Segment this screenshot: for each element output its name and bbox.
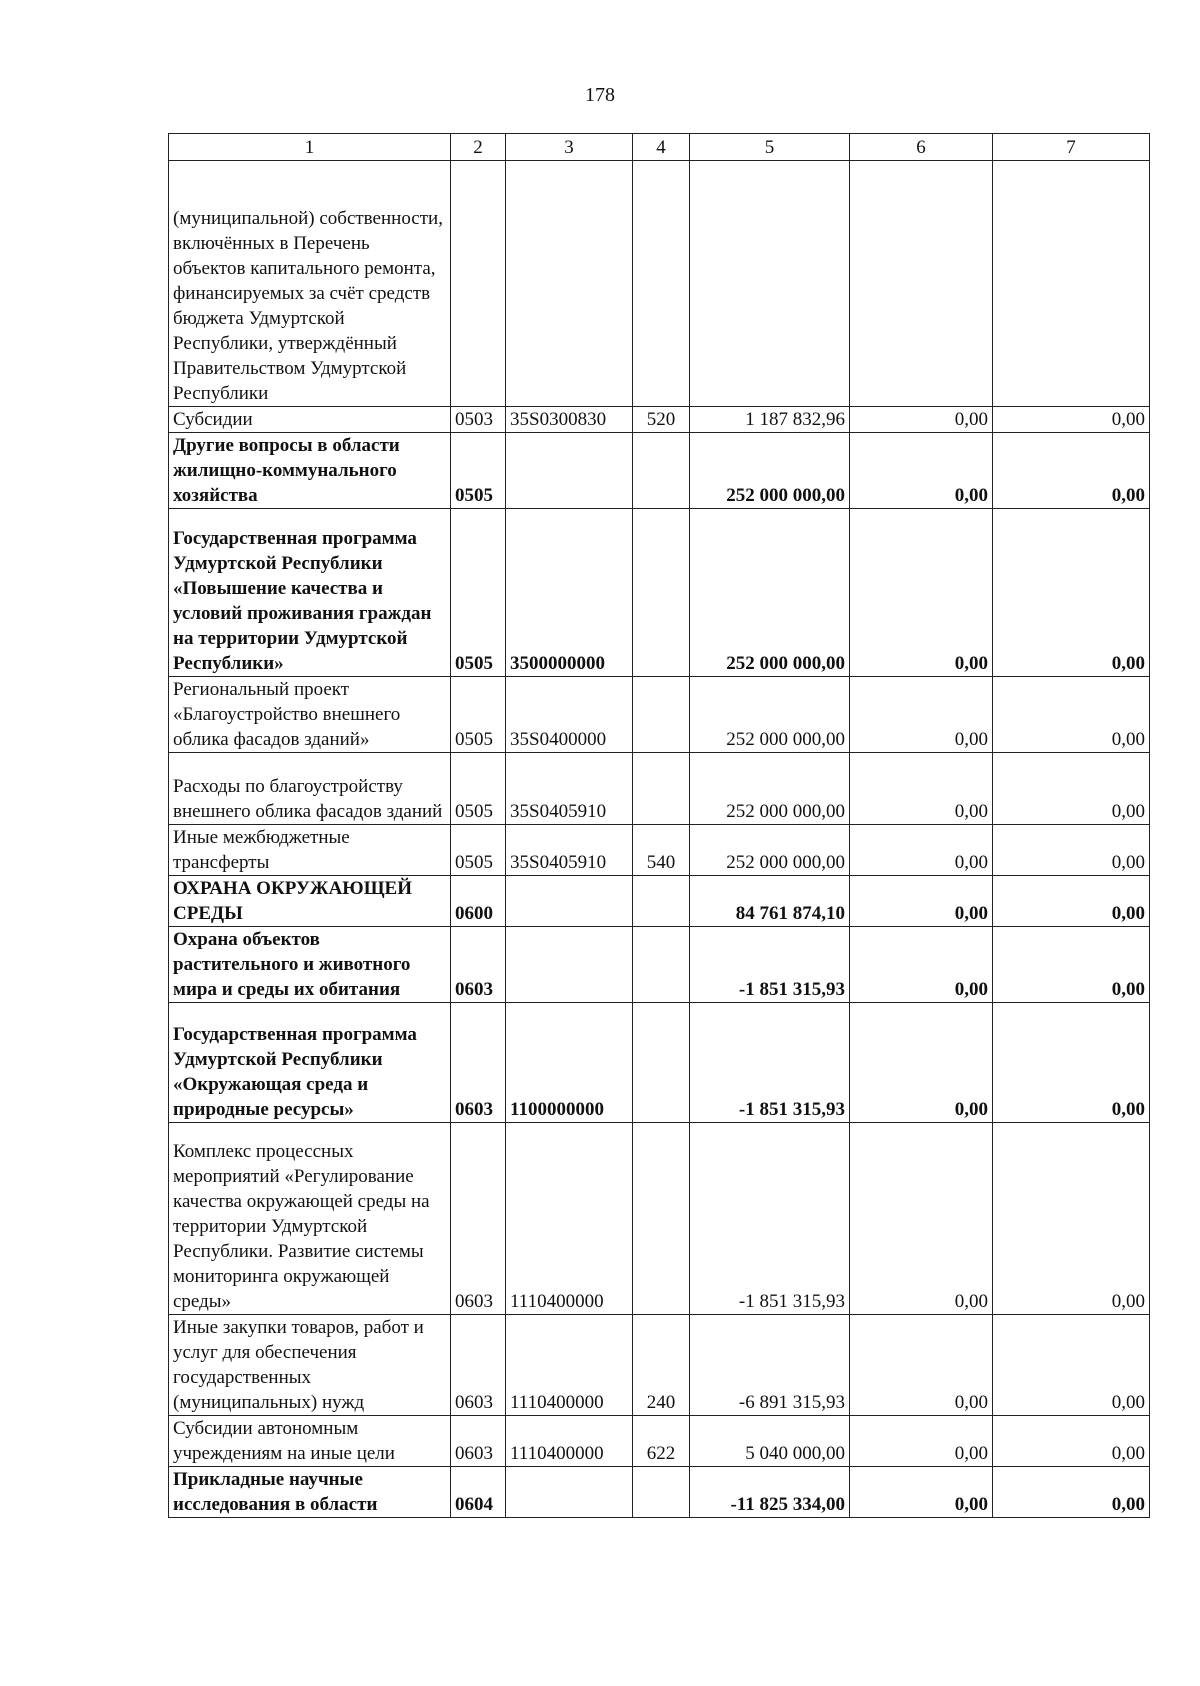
row-target-code (506, 927, 633, 1003)
row-amount: 252 000 000,00 (690, 825, 850, 876)
table-body (169, 161, 1150, 1518)
row-value-7: 0,00 (993, 1467, 1150, 1518)
table-row (169, 1123, 1150, 1315)
row-name: (муниципальной) собственности, включённых в Перечень объектов капитального ремонта, финансируемых за счёт средств бюджета Удмуртской Республики, утверждённый Правительством Удмуртской Республики (169, 161, 451, 407)
row-amount: 84 761 874,10 (690, 876, 850, 927)
row-amount: -1 851 315,93 (690, 927, 850, 1003)
row-value-7: 0,00 (993, 927, 1150, 1003)
row-expense-type: 540 (633, 825, 690, 876)
row-value-7: 0,00 (993, 407, 1150, 433)
row-amount: -1 851 315,93 (690, 1003, 850, 1123)
row-section-code: 0603 (451, 927, 506, 1003)
page-number: 178 (585, 84, 615, 106)
table-row (169, 825, 1150, 876)
row-value-6: 0,00 (850, 1416, 993, 1467)
row-section-code: 0505 (451, 753, 506, 825)
row-amount: -11 825 334,00 (690, 1467, 850, 1518)
row-value-6: 0,00 (850, 753, 993, 825)
table-row (169, 876, 1150, 927)
table-row (169, 677, 1150, 753)
row-section-code: 0505 (451, 677, 506, 753)
row-amount: 252 000 000,00 (690, 753, 850, 825)
row-name: Государственная программа Удмуртской Республики «Окружающая среда и природные ресурсы» (169, 1003, 451, 1123)
row-expense-type (633, 433, 690, 509)
row-section-code: 0505 (451, 825, 506, 876)
row-target-code (506, 433, 633, 509)
row-amount: 5 040 000,00 (690, 1416, 850, 1467)
row-value-6: 0,00 (850, 927, 993, 1003)
row-section-code: 0505 (451, 509, 506, 677)
table-row (169, 1416, 1150, 1467)
row-section-code: 0604 (451, 1467, 506, 1518)
row-section-code: 0603 (451, 1003, 506, 1123)
table-row (169, 1315, 1150, 1416)
row-expense-type: 622 (633, 1416, 690, 1467)
column-header-6: 6 (850, 134, 993, 161)
row-value-6 (850, 161, 993, 407)
row-expense-type: 520 (633, 407, 690, 433)
row-expense-type (633, 927, 690, 1003)
row-expense-type (633, 509, 690, 677)
column-header-5: 5 (690, 134, 850, 161)
row-target-code: 35S0400000 (506, 677, 633, 753)
column-header-4: 4 (633, 134, 690, 161)
row-amount: -1 851 315,93 (690, 1123, 850, 1315)
row-section-code (451, 161, 506, 407)
row-section-code: 0503 (451, 407, 506, 433)
row-value-7: 0,00 (993, 1315, 1150, 1416)
row-value-7: 0,00 (993, 1123, 1150, 1315)
row-value-6: 0,00 (850, 1467, 993, 1518)
row-expense-type (633, 753, 690, 825)
row-target-code: 1110400000 (506, 1315, 633, 1416)
row-name: Другие вопросы в области жилищно-коммунального хозяйства (169, 433, 451, 509)
header-row (169, 134, 1150, 161)
row-target-code (506, 876, 633, 927)
row-value-6: 0,00 (850, 825, 993, 876)
row-target-code: 3500000000 (506, 509, 633, 677)
row-expense-type (633, 677, 690, 753)
row-value-6: 0,00 (850, 509, 993, 677)
row-expense-type (633, 876, 690, 927)
row-target-code: 35S0405910 (506, 753, 633, 825)
table-row (169, 433, 1150, 509)
table-row (169, 927, 1150, 1003)
row-value-7: 0,00 (993, 1003, 1150, 1123)
row-target-code (506, 1467, 633, 1518)
row-name: Охрана объектов растительного и животного мира и среды их обитания (169, 927, 451, 1003)
row-target-code: 35S0300830 (506, 407, 633, 433)
row-section-code: 0603 (451, 1315, 506, 1416)
budget-table (168, 133, 1150, 1518)
table-row (169, 161, 1150, 407)
column-header-2: 2 (451, 134, 506, 161)
row-amount: 252 000 000,00 (690, 677, 850, 753)
column-header-1: 1 (169, 134, 451, 161)
row-name: Региональный проект «Благоустройство внешнего облика фасадов зданий» (169, 677, 451, 753)
row-value-7: 0,00 (993, 876, 1150, 927)
row-value-7: 0,00 (993, 825, 1150, 876)
row-amount: -6 891 315,93 (690, 1315, 850, 1416)
row-name: Иные закупки товаров, работ и услуг для обеспечения государственных (муниципальных) нужд (169, 1315, 451, 1416)
row-section-code: 0603 (451, 1123, 506, 1315)
row-section-code: 0603 (451, 1416, 506, 1467)
row-amount: 1 187 832,96 (690, 407, 850, 433)
row-name: ОХРАНА ОКРУЖАЮЩЕЙ СРЕДЫ (169, 876, 451, 927)
row-value-6: 0,00 (850, 1123, 993, 1315)
table-row (169, 753, 1150, 825)
row-name: Расходы по благоустройству внешнего облика фасадов зданий (169, 753, 451, 825)
column-header-3: 3 (506, 134, 633, 161)
row-amount: 252 000 000,00 (690, 509, 850, 677)
row-value-7: 0,00 (993, 753, 1150, 825)
row-section-code: 0505 (451, 433, 506, 509)
row-target-code (506, 161, 633, 407)
column-header-7: 7 (993, 134, 1150, 161)
row-amount (690, 161, 850, 407)
row-value-7: 0,00 (993, 677, 1150, 753)
row-name: Прикладные научные исследования в области (169, 1467, 451, 1518)
row-name: Субсидии (169, 407, 451, 433)
row-value-6: 0,00 (850, 876, 993, 927)
table-row (169, 407, 1150, 433)
row-target-code: 1100000000 (506, 1003, 633, 1123)
row-expense-type (633, 161, 690, 407)
row-value-6: 0,00 (850, 433, 993, 509)
row-name: Иные межбюджетные трансферты (169, 825, 451, 876)
row-value-6: 0,00 (850, 1003, 993, 1123)
row-value-6: 0,00 (850, 407, 993, 433)
row-amount: 252 000 000,00 (690, 433, 850, 509)
row-target-code: 35S0405910 (506, 825, 633, 876)
row-section-code: 0600 (451, 876, 506, 927)
table-row (169, 1003, 1150, 1123)
row-value-7: 0,00 (993, 509, 1150, 677)
row-value-6: 0,00 (850, 677, 993, 753)
row-value-7: 0,00 (993, 1416, 1150, 1467)
row-expense-type (633, 1123, 690, 1315)
row-name: Субсидии автономным учреждениям на иные цели (169, 1416, 451, 1467)
row-target-code: 1110400000 (506, 1123, 633, 1315)
row-name: Государственная программа Удмуртской Республики «Повышение качества и условий проживания граждан на территории Удмуртской Республики» (169, 509, 451, 677)
table-row (169, 509, 1150, 677)
row-expense-type: 240 (633, 1315, 690, 1416)
table-header (169, 134, 1150, 161)
row-target-code: 1110400000 (506, 1416, 633, 1467)
row-expense-type (633, 1467, 690, 1518)
table-row (169, 1467, 1150, 1518)
row-name: Комплекс процессных мероприятий «Регулирование качества окружающей среды на территории Удмуртской Республики. Развитие системы мониторинга окружающей среды» (169, 1123, 451, 1315)
row-value-7: 0,00 (993, 433, 1150, 509)
row-expense-type (633, 1003, 690, 1123)
row-value-7 (993, 161, 1150, 407)
row-value-6: 0,00 (850, 1315, 993, 1416)
